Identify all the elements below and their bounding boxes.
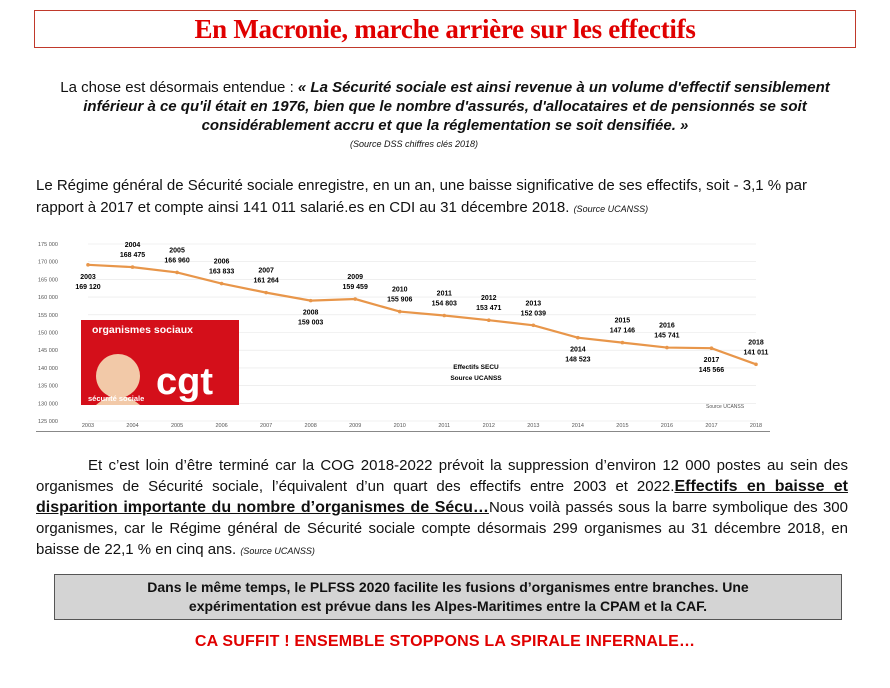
data-label-year: 2007 [258, 267, 274, 275]
paragraph-cog-text2: Nous voilà passés sous la barre symbolique des 300 organismes, car le Régime général de Sécurité sociale compte désormais 299 organismes au 31 décembre 2018, en baisse de 22,1 % en cinq ans. [36, 499, 848, 558]
x-tick-label: 2016 [660, 423, 674, 429]
cgt-logo-figure [96, 354, 140, 398]
y-tick-label: 135 000 [38, 383, 58, 390]
x-tick-label: 2018 [749, 423, 763, 429]
data-point [487, 318, 491, 322]
data-label-value: 161 264 [253, 277, 279, 285]
effectifs-chart [36, 236, 770, 432]
data-label-year: 2004 [124, 242, 141, 250]
data-label-value: 141 011 [743, 349, 769, 357]
data-label-value: 163 833 [208, 268, 235, 276]
data-point [442, 314, 446, 318]
cgt-logo-bottom-text: sécurité sociale [88, 394, 145, 403]
chart-y-ticks [38, 242, 58, 425]
data-label-value: 159 003 [298, 319, 324, 327]
plfss-box-line2: expérimentation est prévue dans les Alpes-Maritimes entre la CPAM et la CAF. [188, 598, 708, 614]
chart-x-ticks [82, 423, 762, 429]
x-tick-label: 2007 [260, 423, 273, 429]
data-label-year: 2006 [213, 258, 230, 266]
data-label-year: 2005 [169, 247, 185, 255]
data-label-year: 2012 [481, 295, 497, 303]
data-label-value: 155 906 [387, 296, 413, 304]
x-tick-label: 2010 [393, 423, 406, 429]
data-label-year: 2016 [659, 322, 675, 330]
y-tick-label: 140 000 [38, 365, 58, 372]
data-point [754, 363, 758, 367]
data-point [710, 346, 714, 350]
page-title: En Macronie, marche arrière sur les effectifs [194, 13, 696, 44]
data-label-value: 147 146 [609, 327, 636, 335]
y-tick-label: 125 000 [38, 419, 58, 425]
paragraph-cog-source: (Source UCANSS) [240, 546, 315, 556]
x-tick-label: 2006 [215, 423, 228, 429]
data-label-value: 169 120 [75, 283, 101, 291]
x-tick-label: 2013 [527, 423, 540, 429]
chart-corner-source: Source UCANSS [706, 404, 745, 410]
y-tick-label: 160 000 [38, 295, 58, 302]
y-tick-label: 175 000 [38, 242, 58, 248]
data-point [175, 271, 179, 275]
x-tick-label: 2005 [170, 423, 184, 429]
paragraph-effectifs [36, 175, 846, 220]
data-point [353, 297, 357, 301]
data-point [264, 291, 268, 295]
data-label-value: 153 471 [476, 305, 502, 313]
y-tick-label: 150 000 [38, 330, 58, 337]
data-point [131, 265, 135, 269]
plfss-box-line1: Dans le même temps, le PLFSS 2020 facilite les fusions d’organismes entre branches. Une [147, 579, 749, 595]
paragraph-effectifs-source: (Source UCANSS) [573, 204, 649, 214]
y-tick-label: 170 000 [38, 259, 58, 266]
data-label-value: 152 039 [520, 310, 546, 318]
data-label-year: 2011 [436, 290, 452, 298]
data-label-year: 2017 [703, 357, 720, 365]
x-tick-label: 2008 [304, 423, 317, 429]
chart-legend-line1: Effectifs SECU [453, 364, 499, 371]
final-slogan: CA SUFFIT ! ENSEMBLE STOPPONS LA SPIRALE INFERNALE… [194, 633, 696, 650]
data-point [665, 346, 669, 350]
data-label-year: 2015 [614, 317, 631, 325]
paragraph-effectifs-text: Le Régime général de Sécurité sociale enregistre, en un an, une baisse significative de ses effectifs, soit - 3,1 % par rapport à 2017 et compte ainsi 141 011 salarié.es en CDI au 31 décembre 2018. [36, 177, 807, 216]
x-tick-label: 2011 [438, 423, 451, 429]
data-point [621, 341, 625, 345]
data-label-value: 145 741 [654, 332, 680, 340]
data-point [309, 299, 313, 303]
x-tick-label: 2017 [705, 423, 718, 429]
quote-lead: La chose est désormais entendue : [60, 79, 298, 96]
y-tick-label: 145 000 [38, 348, 58, 355]
data-label-year: 2009 [347, 274, 363, 282]
x-tick-label: 2009 [349, 423, 362, 429]
data-label-year: 2010 [391, 286, 408, 294]
cgt-logo-top-text: organismes sociaux [92, 324, 193, 336]
data-point [576, 336, 580, 340]
x-tick-label: 2004 [126, 423, 139, 429]
x-tick-label: 2003 [81, 423, 95, 429]
data-label-value: 168 475 [119, 252, 146, 260]
x-tick-label: 2015 [616, 423, 629, 429]
effectifs-chart-svg [36, 236, 770, 431]
data-label-value: 166 960 [164, 257, 190, 265]
data-label-value: 145 566 [698, 367, 725, 375]
data-label-value: 154 803 [431, 300, 457, 308]
data-label-value: 148 523 [565, 356, 591, 364]
data-label-year: 2003 [80, 273, 96, 281]
x-tick-label: 2012 [482, 423, 495, 429]
chart-legend-line2: Source UCANSS [450, 375, 502, 382]
data-label-year: 2014 [570, 346, 586, 354]
data-label-year: 2013 [525, 300, 542, 308]
quote-text: « La Sécurité sociale est ainsi revenue à un volume d'effectif sensiblement inférieur à ce qu'il était en 1976, bien que le nombre d'assurés, d'allocataires et de pensionnés se soit considérablement accru et que la réglementation se soit densifiée. » [83, 79, 830, 134]
data-label-year: 2018 [748, 339, 764, 347]
data-point [220, 282, 224, 286]
y-tick-label: 130 000 [38, 401, 58, 408]
quote-source: (Source DSS chiffres clés 2018) [350, 139, 479, 149]
cgt-logo-brand: cgt [156, 361, 213, 403]
paragraph-cog [36, 455, 848, 562]
y-tick-label: 155 000 [38, 312, 58, 319]
y-tick-label: 165 000 [38, 277, 58, 284]
intro-quote [50, 78, 840, 135]
plfss-box [54, 574, 842, 620]
paragraph-cog-text1: Et c’est loin d’être terminé car la COG 2018-2022 prévoit la suppression d’environ 12 000 postes au sein des organismes de Sécurité sociale, l’équivalent d’un quart des effectifs entre 2003 et 2022. [36, 457, 848, 495]
data-label-year: 2008 [302, 309, 319, 317]
data-label-value: 159 459 [342, 284, 368, 292]
data-point [398, 310, 402, 314]
paragraph-cog-emphasis: Effectifs en baisse et disparition importante du nombre d’organismes de Sécu… [36, 478, 849, 516]
x-tick-label: 2014 [571, 423, 584, 429]
data-point [532, 323, 536, 327]
title-banner [34, 10, 856, 48]
cgt-logo [81, 320, 239, 405]
data-point [86, 263, 90, 267]
